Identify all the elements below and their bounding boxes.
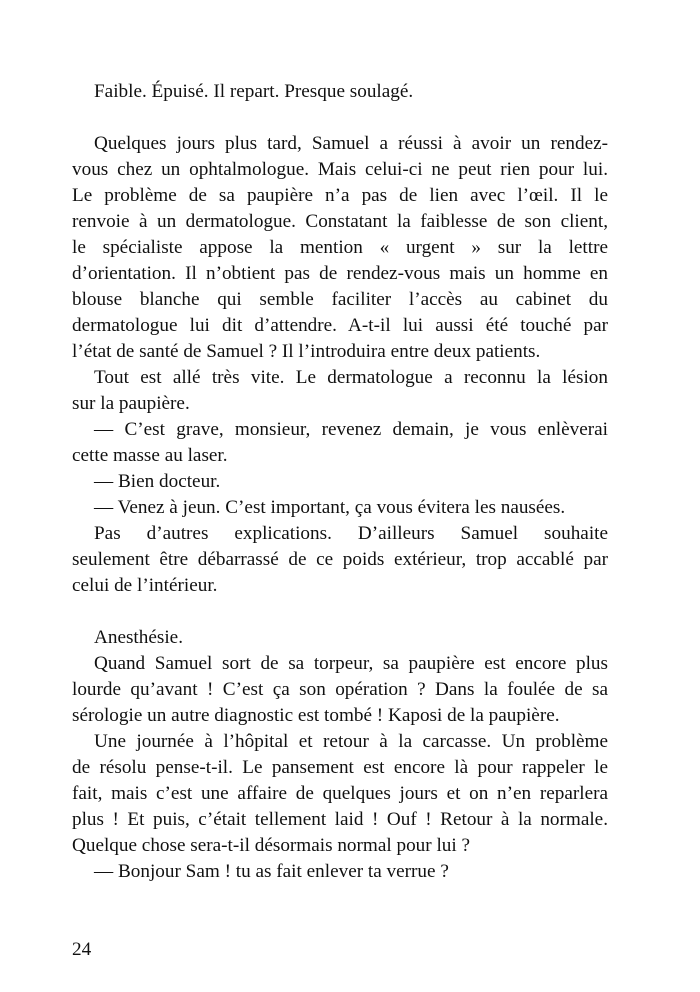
dialogue-line: [72, 859, 608, 885]
text-line: plus ! Et puis, c’était tellement laid ! Ouf ! Retour à la normale.: [72, 809, 608, 830]
blank-line: [72, 885, 608, 911]
text-line: seulement être débarrassé de ce poids extérieur, trop accablé par: [72, 549, 608, 570]
dialogue-line: [72, 495, 608, 521]
text-line: Faible. Épuisé. Il repart. Presque soulagé.: [94, 81, 414, 102]
text-line: l’état de santé de Samuel ? Il l’introduira entre deux patients.: [72, 341, 541, 362]
text-line: dermatologue lui dit d’attendre. A-t-il lui aussi été touché par: [72, 315, 608, 336]
text-line: Quand Samuel sort de sa torpeur, sa paupière est encore plus: [94, 653, 608, 674]
paragraph: [72, 651, 608, 729]
blank-line: [72, 911, 608, 937]
text-line: Anesthésie.: [94, 627, 183, 648]
text-line: de résolu pense-t-il. Le pansement est encore là pour rappeler le: [72, 757, 608, 778]
paragraph: [72, 625, 608, 651]
text-line: lourde qu’avant ! C’est ça son opération ? Dans la foulée de sa: [72, 679, 608, 700]
text-line: — Bien docteur.: [94, 471, 221, 492]
text-line: blouse blanche qui semble faciliter l’accès au cabinet du: [72, 289, 608, 310]
dialogue-line: [72, 469, 608, 495]
blank-line: [72, 599, 608, 625]
blank-line: [72, 105, 608, 131]
page-number: 24: [72, 939, 92, 960]
dialogue-line: [72, 417, 608, 469]
text-line: sérologie un autre diagnostic est tombé ! Kaposi de la paupière.: [72, 705, 560, 726]
paragraph: [72, 79, 608, 105]
paragraph: [72, 521, 608, 599]
text-line: Une journée à l’hôpital et retour à la carcasse. Un problème: [94, 731, 608, 752]
text-line: — Venez à jeun. C’est important, ça vous évitera les nausées.: [94, 497, 566, 518]
text-line: renvoie à un dermatologue. Constatant la faiblesse de son client,: [72, 211, 608, 232]
text-line: vous chez un ophtalmologue. Mais celui-ci ne peut rien pour lui.: [72, 159, 608, 180]
book-page: [72, 79, 608, 963]
text-line: Quelque chose sera-t-il désormais normal pour lui ?: [72, 835, 471, 856]
text-line: — Bonjour Sam ! tu as fait enlever ta verrue ?: [94, 861, 449, 882]
text-line: celui de l’intérieur.: [72, 575, 218, 596]
text-line: fait, mais c’est une affaire de quelques jours et on n’en reparlera: [72, 783, 608, 804]
paragraph: [72, 729, 608, 859]
text-line: cette masse au laser.: [72, 445, 228, 466]
paragraph: [72, 365, 608, 417]
text-line: Tout est allé très vite. Le dermatologue a reconnu la lésion: [94, 367, 608, 388]
text-line: le spécialiste appose la mention « urgent » sur la lettre: [72, 237, 608, 258]
text-line: sur la paupière.: [72, 393, 190, 414]
text-line: Pas d’autres explications. D’ailleurs Samuel souhaite: [94, 523, 608, 544]
paragraph: [72, 131, 608, 365]
text-line: Quelques jours plus tard, Samuel a réussi à avoir un rendez-: [94, 133, 608, 154]
text-line: d’orientation. Il n’obtient pas de rendez-vous mais un homme en: [72, 263, 608, 284]
text-line: — C’est grave, monsieur, revenez demain, je vous enlèverai: [94, 419, 608, 440]
text-line: Le problème de sa paupière n’a pas de lien avec l’œil. Il le: [72, 185, 608, 206]
